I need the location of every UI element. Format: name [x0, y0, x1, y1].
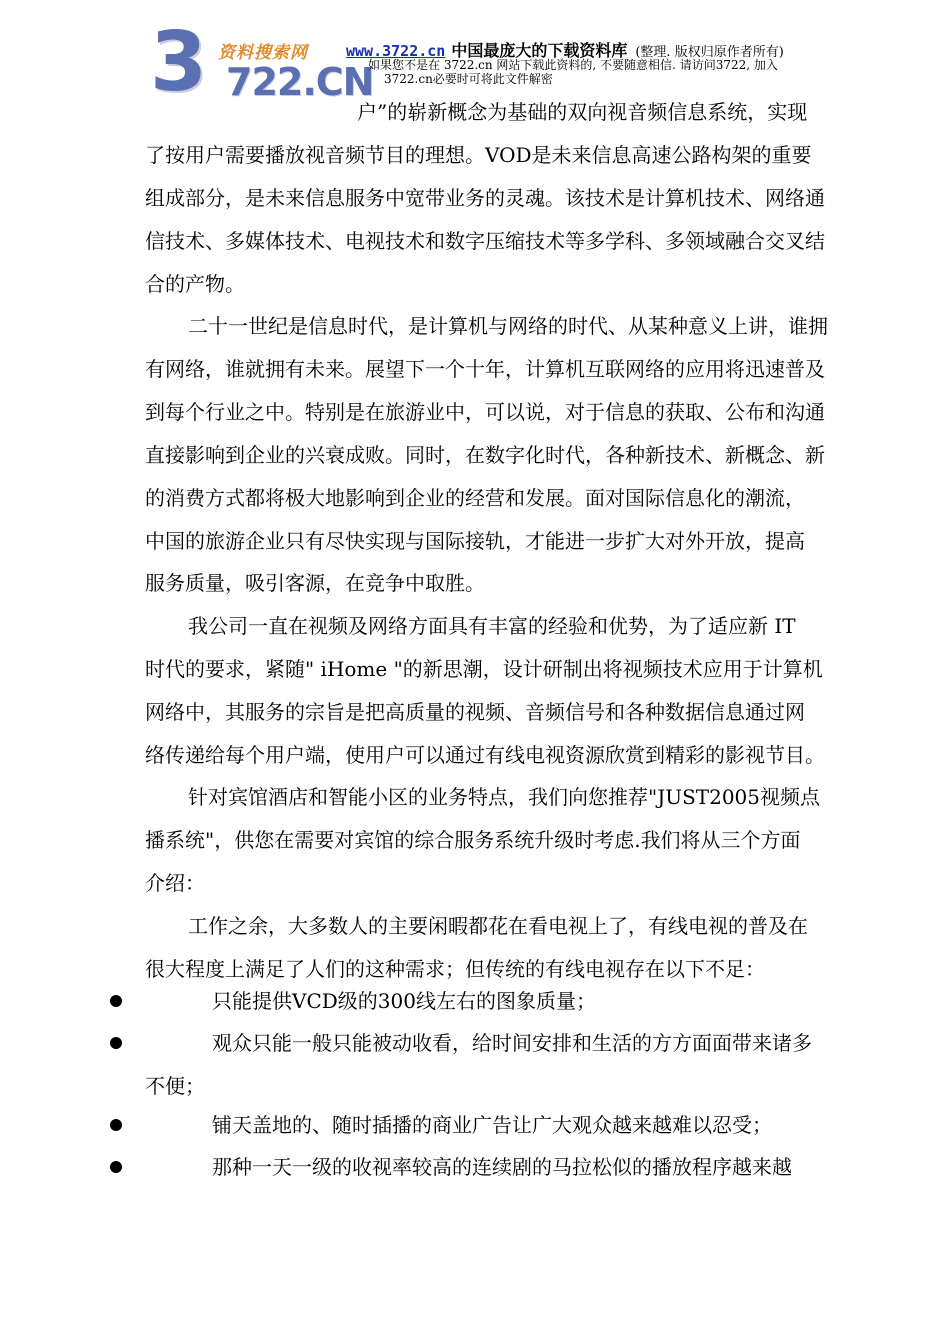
text-line: 介绍： — [145, 871, 205, 895]
bullet-icon — [110, 1119, 122, 1131]
text-line: 直接影响到企业的兴衰成败。同时，在数字化时代，各种新技术、新概念、新 — [145, 443, 825, 467]
text-line: 播系统"，供您在需要对宾馆的综合服务系统升级时考虑.我们将从三个方面 — [145, 828, 801, 852]
text-line: 针对宾馆酒店和智能小区的业务特点，我们向您推荐"JUST2005视频点 — [188, 785, 821, 809]
bullet-icon — [110, 995, 122, 1007]
copyright-note: (整理. 版权归原作者所有) — [635, 45, 784, 60]
text-line: 了按用户需要播放视音频节目的理想。VOD是未来信息高速公路构架的重要 — [145, 143, 812, 167]
bullet-icon — [110, 1037, 122, 1049]
text-line: 络传递给每个用户端，使用户可以通过有线电视资源欣赏到精彩的影视节目。 — [145, 743, 825, 767]
bullet-icon — [110, 1161, 122, 1173]
text-line: 合的产物。 — [145, 272, 245, 296]
text-line: 网络中，其服务的宗旨是把高质量的视频、音频信号和各种数据信息通过网 — [145, 700, 805, 724]
list-item: 铺天盖地的、随时插播的商业广告让广大观众越来越难以忍受； — [212, 1113, 772, 1137]
text-line: 信技术、多媒体技术、电视技术和数字压缩技术等多学科、多领域融合交叉结 — [145, 229, 825, 253]
text-line: 很大程度上满足了人们的这种需求；但传统的有线电视存在以下不足： — [145, 957, 765, 981]
text-line: 到每个行业之中。特别是在旅游业中，可以说，对于信息的获取、公布和沟通 — [145, 400, 825, 424]
site-link[interactable]: www.3722.cn — [346, 42, 446, 60]
text-line: 服务质量，吸引客源，在竞争中取胜。 — [145, 571, 485, 595]
list-item-continuation: 不便； — [145, 1074, 205, 1098]
logo-slogan: 资料搜索网 — [218, 43, 308, 63]
disclaimer-line: 3722.cn必要时可将此文件解密 — [384, 72, 553, 86]
list-item: 那种一天一级的收视率较高的连续剧的马拉松似的播放程序越来越 — [212, 1155, 792, 1179]
disclaimer — [368, 58, 888, 86]
text-line: 我公司一直在视频及网络方面具有丰富的经验和优势，为了适应新 IT — [188, 614, 796, 638]
text-line: 工作之余，大多数人的主要闲暇都花在看电视上了，有线电视的普及在 — [188, 914, 808, 938]
text-line: 有网络，谁就拥有未来。展望下一个十年，计算机互联网络的应用将迅速普及 — [145, 357, 825, 381]
logo-domain: 722.CN — [226, 60, 374, 104]
site-title: 中国最庞大的下载资料库 — [451, 41, 628, 60]
disclaimer-line: 如果您不是在 3722.cn 网站下载此资料的, 不要随意相信. 请访问3722, 加入 — [368, 58, 778, 72]
text-line: 时代的要求，紧随" iHome "的新思潮，设计研制出将视频技术应用于计算机 — [145, 657, 823, 681]
site-logo — [150, 15, 374, 110]
text-line: 中国的旅游企业只有尽快实现与国际接轨，才能进一步扩大对外开放，提高 — [145, 529, 805, 553]
text-line: 的消费方式都将极大地影响到企业的经营和发展。面对国际信息化的潮流， — [145, 486, 805, 510]
list-item: 只能提供VCD级的300线左右的图象质量； — [212, 989, 596, 1013]
text-line: 户”的崭新概念为基础的双向视音频信息系统，实现 — [357, 100, 808, 124]
list-item: 观众只能一般只能被动收看，给时间安排和生活的方方面面带来诸多 — [212, 1031, 812, 1055]
text-line: 组成部分，是未来信息服务中宽带业务的灵魂。该技术是计算机技术、网络通 — [145, 186, 825, 210]
text-line: 二十一世纪是信息时代，是计算机与网络的时代、从某种意义上讲，谁拥 — [188, 314, 828, 338]
logo-digit: 3 — [150, 15, 206, 110]
